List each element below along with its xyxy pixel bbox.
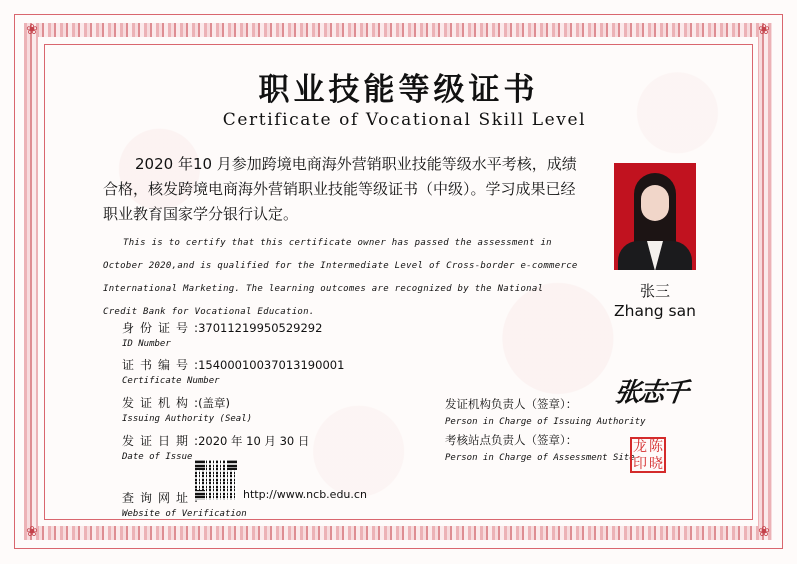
corner-ornament-icon: ❀ [758,22,770,38]
corner-ornament-icon: ❀ [26,22,38,38]
holder-name-cn: 张三 [639,282,670,300]
field-id-number: 身份证号:37011219950529292 ID Number [122,321,323,349]
qr-code-icon[interactable] [195,460,237,500]
field-date-of-issue: 发证日期:2020 年 10 月 30 日 Date of Issue [122,434,310,462]
holder-name-en: Zhang san [614,302,696,320]
signature-label-en: Person in Charge of Issuing Authority [445,417,646,427]
field-certificate-number: 证书编号:15400010037013190001 Certificate Number [122,358,345,386]
handwritten-signature: 张志千 [612,378,689,408]
verification-url-link[interactable]: http://www.ncb.edu.cn [243,488,367,501]
id-number-value: 37011219950529292 [198,321,323,335]
issuing-authority-value: (盖章) [198,396,231,410]
field-label: 证书编号 [122,358,195,372]
field-issuing-authority: 发证机构:(盖章) Issuing Authority (Seal) [122,396,253,424]
statement-cn: 2020 年10 月参加跨境电商海外营销职业技能等级水平考核，成绩合格，核发跨境电商海外营销职业技能等级证书（中级）。学习成果已经职业教育国家学分银行认定。 [103,155,577,223]
red-seal-stamp: 龙 陈 印 晓 [630,437,666,473]
assessment-site-signature-block [445,432,635,463]
certificate-number-value: 15400010037013190001 [198,358,345,372]
field-label: 查询网址 [122,491,195,505]
field-label: 发证日期 [122,434,195,448]
field-label-en: Certificate Number [122,376,220,386]
signature-label-cn: 考核站点负责人（签章）： [445,433,578,447]
field-label-en: ID Number [122,339,171,349]
corner-ornament-icon: ❀ [758,524,770,540]
field-label-en: Website of Verification [122,509,247,519]
certificate-title-en: Certificate of Vocational Skill Level [222,110,587,130]
field-label: 发证机构 [122,396,195,410]
holder-photo [614,163,696,270]
issue-date-value: 2020 年 10 月 30 日 [198,434,310,448]
certificate-title-cn: 职业技能等级证书 [258,72,539,108]
signature-label-cn: 发证机构负责人（签章）： [445,397,578,411]
signature-label-en: Person in Charge of Assessment Site [445,453,635,463]
field-label: 身份证号 [122,321,195,335]
field-label-en: Date of Issue [122,452,193,462]
statement-en: This is to certify that this certificate owner has passed the assessment in October 2020,and is qualified for the Intermediate Level of Cross-border e-commerce International Marketing. The learning outcomes are recognized by the National Credit Bank for Vocational Education. [103,238,578,317]
field-label-en: Issuing Authority (Seal) [122,414,253,424]
corner-ornament-icon: ❀ [26,524,38,540]
